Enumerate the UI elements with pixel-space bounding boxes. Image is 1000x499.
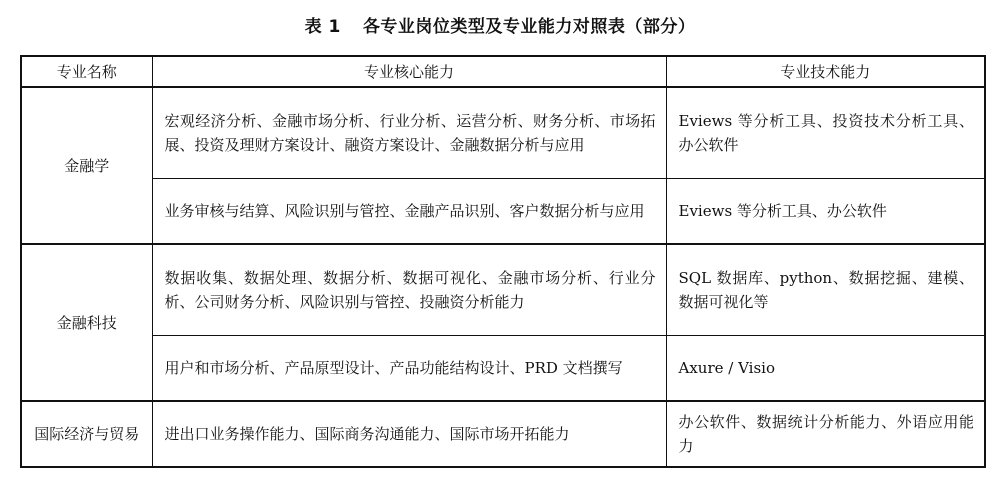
- table-title: 各专业岗位类型及专业能力对照表（部分）: [362, 17, 696, 37]
- major-name-cell: 金融学: [21, 87, 152, 244]
- table-row: [21, 244, 985, 336]
- tech-ability-cell: Axure / Visio: [666, 336, 985, 402]
- tech-ability-cell: SQL 数据库、python、数据挖掘、建模、数据可视化等: [666, 244, 985, 336]
- header-core-ability: 专业核心能力: [152, 56, 666, 87]
- tech-ability-cell: Eviews 等分析工具、投资技术分析工具、办公软件: [666, 87, 985, 179]
- table-row: [21, 179, 985, 245]
- core-ability-cell: 宏观经济分析、金融市场分析、行业分析、运营分析、财务分析、市场拓展、投资及理财方案设计、融资方案设计、金融数据分析与应用: [152, 87, 666, 179]
- table-row: [21, 87, 985, 179]
- core-ability-cell: 进出口业务操作能力、国际商务沟通能力、国际市场开拓能力: [152, 401, 666, 467]
- major-name-cell: 金融科技: [21, 244, 152, 401]
- header-row: [21, 56, 985, 87]
- table-number: 表 1: [304, 17, 341, 37]
- core-ability-cell: 数据收集、数据处理、数据分析、数据可视化、金融市场分析、行业分析、公司财务分析、风险识别与管控、投融资分析能力: [152, 244, 666, 336]
- core-ability-cell: 用户和市场分析、产品原型设计、产品功能结构设计、PRD 文档撰写: [152, 336, 666, 402]
- tech-ability-cell: 办公软件、数据统计分析能力、外语应用能力: [666, 401, 985, 467]
- comparison-table: [20, 55, 986, 468]
- core-ability-cell: 业务审核与结算、风险识别与管控、金融产品识别、客户数据分析与应用: [152, 179, 666, 245]
- major-name-cell: 国际经济与贸易: [21, 401, 152, 467]
- tech-ability-cell: Eviews 等分析工具、办公软件: [666, 179, 985, 245]
- header-tech-ability: 专业技术能力: [666, 56, 985, 87]
- table-caption: [0, 12, 1000, 37]
- table-row: [21, 336, 985, 402]
- table-row: [21, 401, 985, 467]
- header-major: 专业名称: [21, 56, 152, 87]
